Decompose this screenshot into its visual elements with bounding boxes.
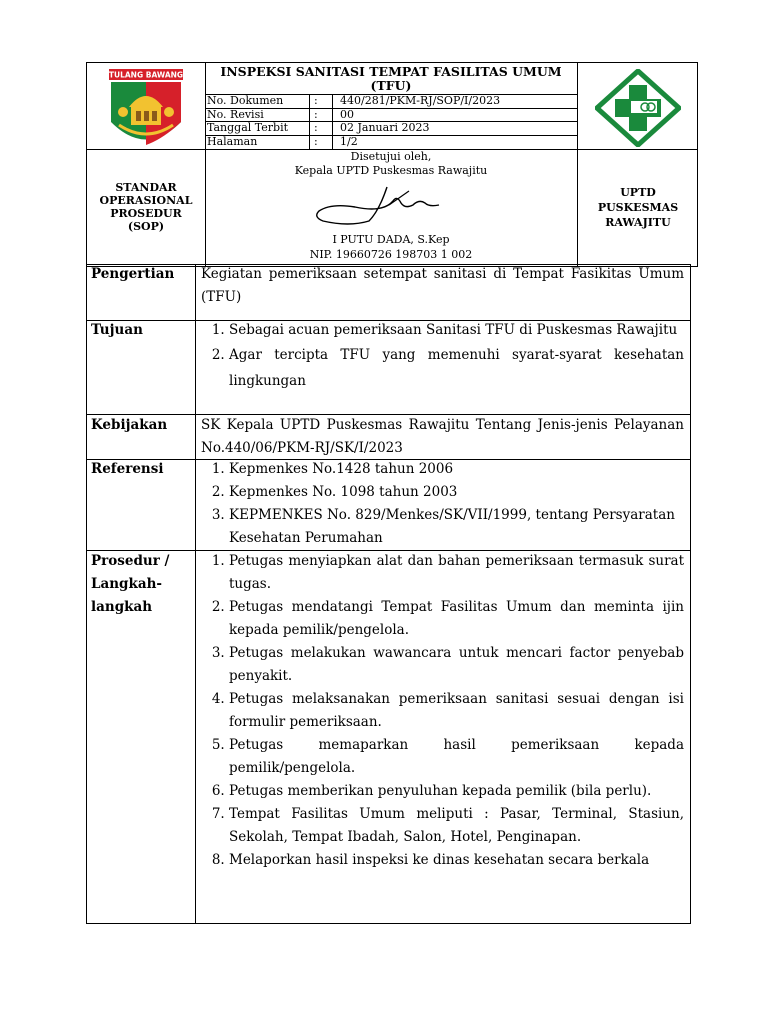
meta-sep: : — [314, 134, 318, 148]
meta-sep: : — [314, 121, 318, 134]
meta-label: Tanggal Terbit — [207, 121, 289, 134]
list-item: 1. Kepmenkes No.1428 tahun 2006 — [229, 458, 684, 481]
org-line: RAWAJITU — [605, 216, 671, 229]
document-meta — [205, 94, 577, 150]
puskesmas-cross-icon — [595, 69, 681, 147]
section-label-pengertian: Pengertian — [91, 266, 175, 282]
meta-label: Halaman — [207, 134, 258, 148]
document-title: INSPEKSI SANITASI TEMPAT FASILITAS UMUM (TFU) — [220, 64, 562, 93]
meta-value: 1/2 — [340, 134, 358, 148]
prosedur-label-line: Prosedur / — [91, 553, 170, 569]
sop-label — [87, 181, 205, 233]
meta-label: No. Dokumen — [207, 94, 284, 107]
signature-icon — [309, 181, 469, 229]
section-label-referensi: Referensi — [91, 461, 164, 477]
list-item: 1. Sebagai acuan pemeriksaan Sanitasi TFU di Puskesmas Rawajitu — [229, 319, 684, 342]
kebijakan-text: SK Kepala UPTD Puskesmas Rawajitu Tentang Jenis-jenis Pelayanan No.440/06/PKM-RJ/SK/I/2023 — [201, 417, 684, 456]
pengertian-text: Kegiatan pemeriksaan setempat sanitasi di Tempat Fasikitas Umum (TFU) — [201, 266, 684, 305]
org-line: UPTD — [620, 186, 656, 199]
section-content-referensi — [201, 458, 684, 550]
section-content-kebijakan — [201, 414, 684, 460]
meta-row — [205, 121, 577, 135]
sop-label-line: STANDAR — [115, 181, 177, 194]
list-item: 2. Kepmenkes No. 1098 tahun 2003 — [229, 481, 684, 504]
regency-emblem-icon — [101, 67, 191, 149]
list-item: 7. Tempat Fasilitas Umum meliputi : Pasar, Terminal, Stasiun, Sekolah, Tempat Ibadah, Salon, Hotel, Penginapan. — [229, 803, 684, 849]
prosedur-label-line: Langkah- — [91, 576, 163, 592]
signature — [309, 181, 469, 229]
meta-sep: : — [314, 94, 318, 107]
meta-row — [205, 135, 577, 150]
meta-row — [205, 94, 577, 108]
meta-row — [205, 108, 577, 122]
list-item: 4. Petugas melaksanakan pemeriksaan sanitasi sesuai dengan isi formulir pemeriksaan. — [229, 688, 684, 734]
tulang-bawang-logo — [101, 67, 191, 149]
approval-line2: Kepala UPTD Puskesmas Rawajitu — [294, 164, 488, 177]
meta-value: 00 — [340, 107, 354, 121]
sop-label-line: PROSEDUR — [110, 207, 182, 220]
sop-body-table — [86, 264, 691, 924]
list-item: 3. KEPMENKES No. 829/Menkes/SK/VII/1999, tentang Persyaratan Kesehatan Perumahan — [229, 504, 684, 550]
list-item: 2. Agar tercipta TFU yang memenuhi syarat-syarat kesehatan lingkungan — [229, 342, 684, 394]
list-item: 6. Petugas memberikan penyuluhan kepada pemilik (bila perlu). — [229, 780, 684, 803]
meta-value: 02 Januari 2023 — [340, 121, 430, 134]
header-divider — [577, 63, 578, 266]
sop-label-line: OPERASIONAL — [99, 194, 193, 207]
section-label-tujuan: Tujuan — [91, 322, 143, 338]
approver-nip: NIP. 19660726 198703 1 002 — [309, 248, 473, 261]
list-item: 3. Petugas melakukan wawancara untuk mencari factor penyebab penyakit. — [229, 642, 684, 688]
sop-header-table — [86, 62, 698, 267]
sop-label-line: (SOP) — [127, 220, 165, 233]
prosedur-label-line: langkah — [91, 599, 153, 615]
meta-sep: : — [314, 107, 318, 121]
list-item: 5. Petugas memaparkan hasil pemeriksaan kepada pemilik/pengelola. — [229, 734, 684, 780]
meta-value: 440/281/PKM-RJ/SOP/I/2023 — [340, 94, 501, 107]
organization-name — [577, 185, 699, 230]
section-content-tujuan — [201, 319, 684, 394]
puskesmas-logo — [595, 69, 681, 147]
approver-name: I PUTU DADA, S.Kep — [332, 233, 450, 246]
section-label-kebijakan: Kebijakan — [91, 417, 168, 433]
section-label-prosedur — [91, 550, 169, 619]
list-item: 1. Petugas menyiapkan alat dan bahan pemeriksaan termasuk surat tugas. — [229, 550, 684, 596]
approval-line1: Disetujui oleh, — [350, 150, 432, 163]
body-divider — [195, 265, 196, 923]
list-item: 2. Petugas mendatangi Tempat Fasilitas Umum dan meminta ijin kepada pemilik/pengelola. — [229, 596, 684, 642]
section-content-prosedur — [201, 550, 684, 872]
logo-text: TULANG BAWANG — [108, 70, 184, 80]
meta-label: No. Revisi — [207, 107, 264, 121]
section-content-pengertian — [201, 263, 684, 309]
list-item: 8. Melaporkan hasil inspeksi ke dinas kesehatan secara berkala — [229, 849, 684, 872]
org-line: PUSKESMAS — [597, 201, 679, 214]
